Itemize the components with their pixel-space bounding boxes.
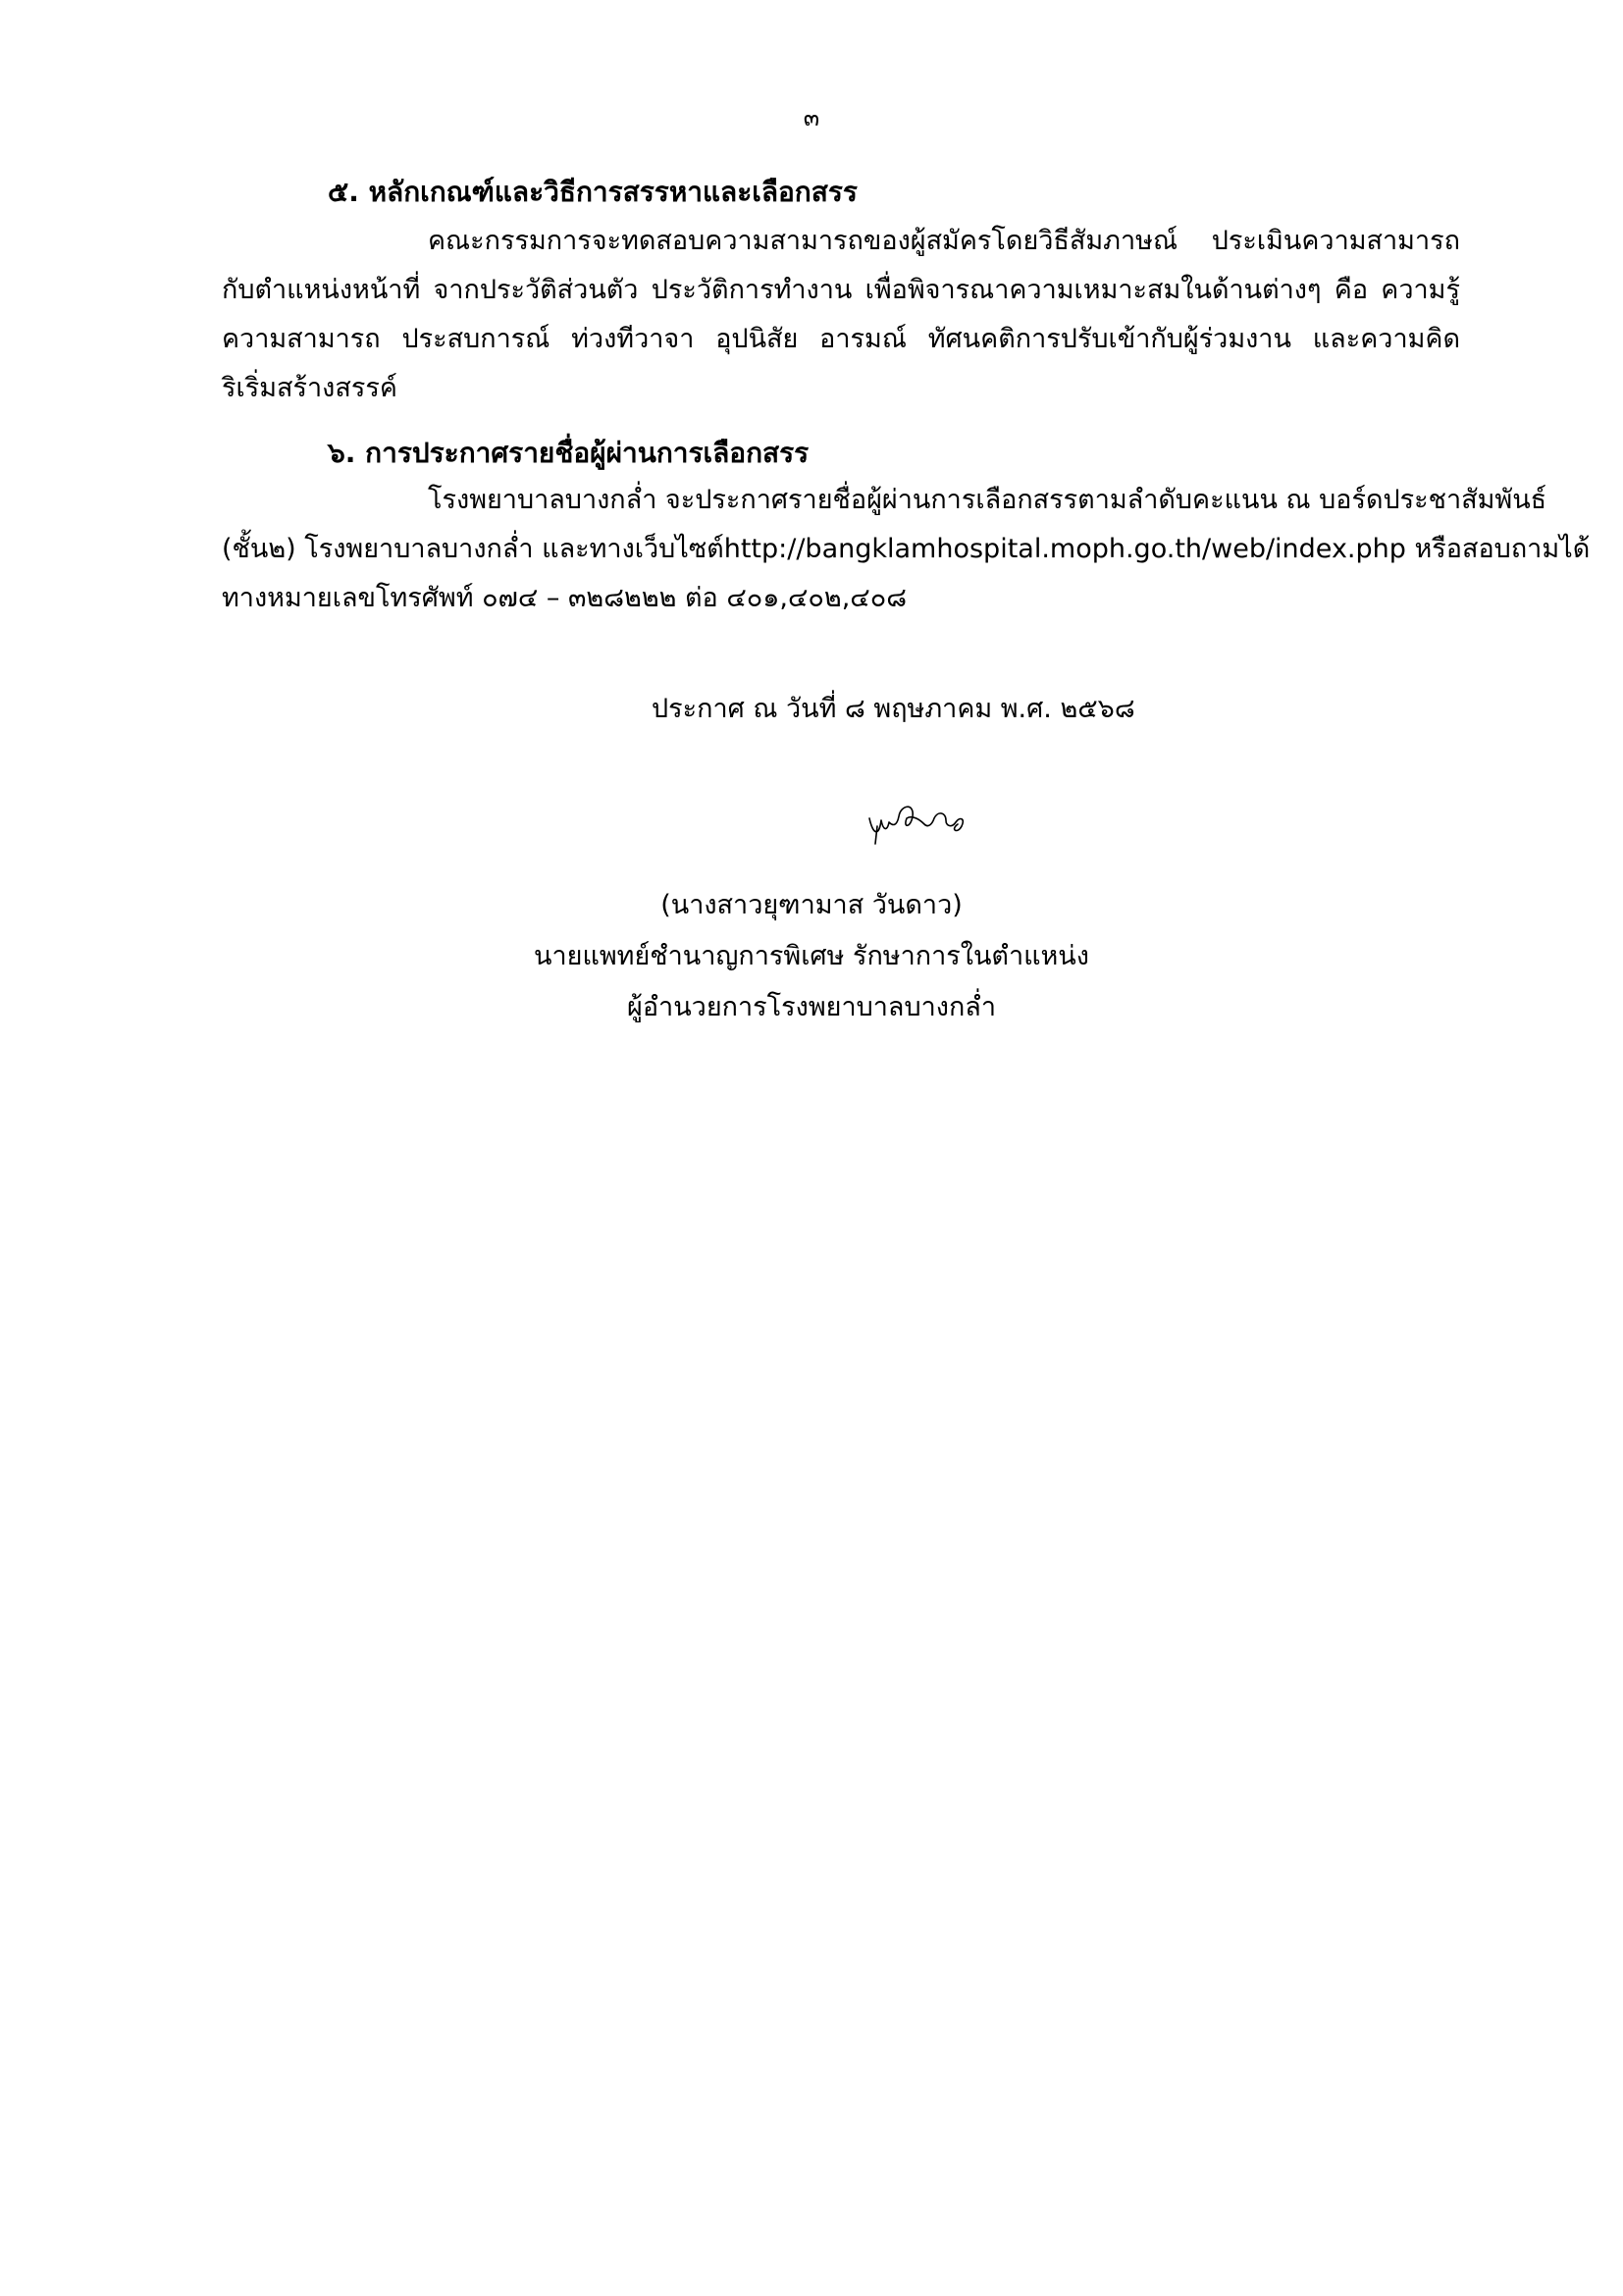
section-5-heading: ๕. หลักเกณฑ์และวิธีการสรรหาและเลือกสรร: [328, 176, 858, 208]
section-5-line-3: ความสามารถ ประสบการณ์ ท่วงทีวาจา อุปนิสัย อารมณ์ ทัศนคติการปรับเข้ากับผู้ร่วมงาน และความคิด: [222, 324, 1460, 354]
section-5-line-4: ริเริ่มสร้างสรรค์: [222, 373, 397, 403]
signatory-name: (นางสาวยุฑามาส วันดาว): [660, 890, 963, 920]
section-5-line-1: คณะกรรมการจะทดสอบความสามารถของผู้สมัครโดยวิธีสัมภาษณ์ ประเมินความสามารถ: [428, 226, 1460, 256]
announcement-date: ประกาศ ณ วันที่ ๘ พฤษภาคม พ.ศ. ๒๕๖๘: [652, 694, 1135, 724]
section-5-line-2: กับตำแหน่งหน้าที่ จากประวัติส่วนตัว ประวัติการทำงาน เพื่อพิจารณาความเหมาะสมในด้านต่างๆ คือ ความรู้: [222, 275, 1460, 305]
section-6-line-2: (ชั้น๒) โรงพยาบาลบางกล่ำ และทางเว็บไซต์http://bangklamhospital.moph.go.th/web/index.php หรือสอบถามได้: [222, 534, 1591, 564]
page-number: ๓: [803, 104, 820, 131]
signatory-title-2: ผู้อำนวยการโรงพยาบาลบางกล่ำ: [627, 992, 996, 1022]
section-6-line-1: โรงพยาบาลบางกล่ำ จะประกาศรายชื่อผู้ผ่านการเลือกสรรตามลำดับคะแนน ณ บอร์ดประชาสัมพันธ์: [428, 485, 1547, 515]
section-6-line-3: ทางหมายเลขโทรศัพท์ ๐๗๔ – ๓๒๘๒๒๒ ต่อ ๔๐๑,๔๐๒,๔๐๘: [222, 583, 908, 613]
handwritten-signature: [864, 797, 971, 846]
section-6-heading: ๖. การประกาศรายชื่อผู้ผ่านการเลือกสรร: [328, 437, 810, 469]
signatory-title-1: นายแพทย์ชำนาญการพิเศษ รักษาการในตำแหน่ง: [534, 941, 1089, 971]
